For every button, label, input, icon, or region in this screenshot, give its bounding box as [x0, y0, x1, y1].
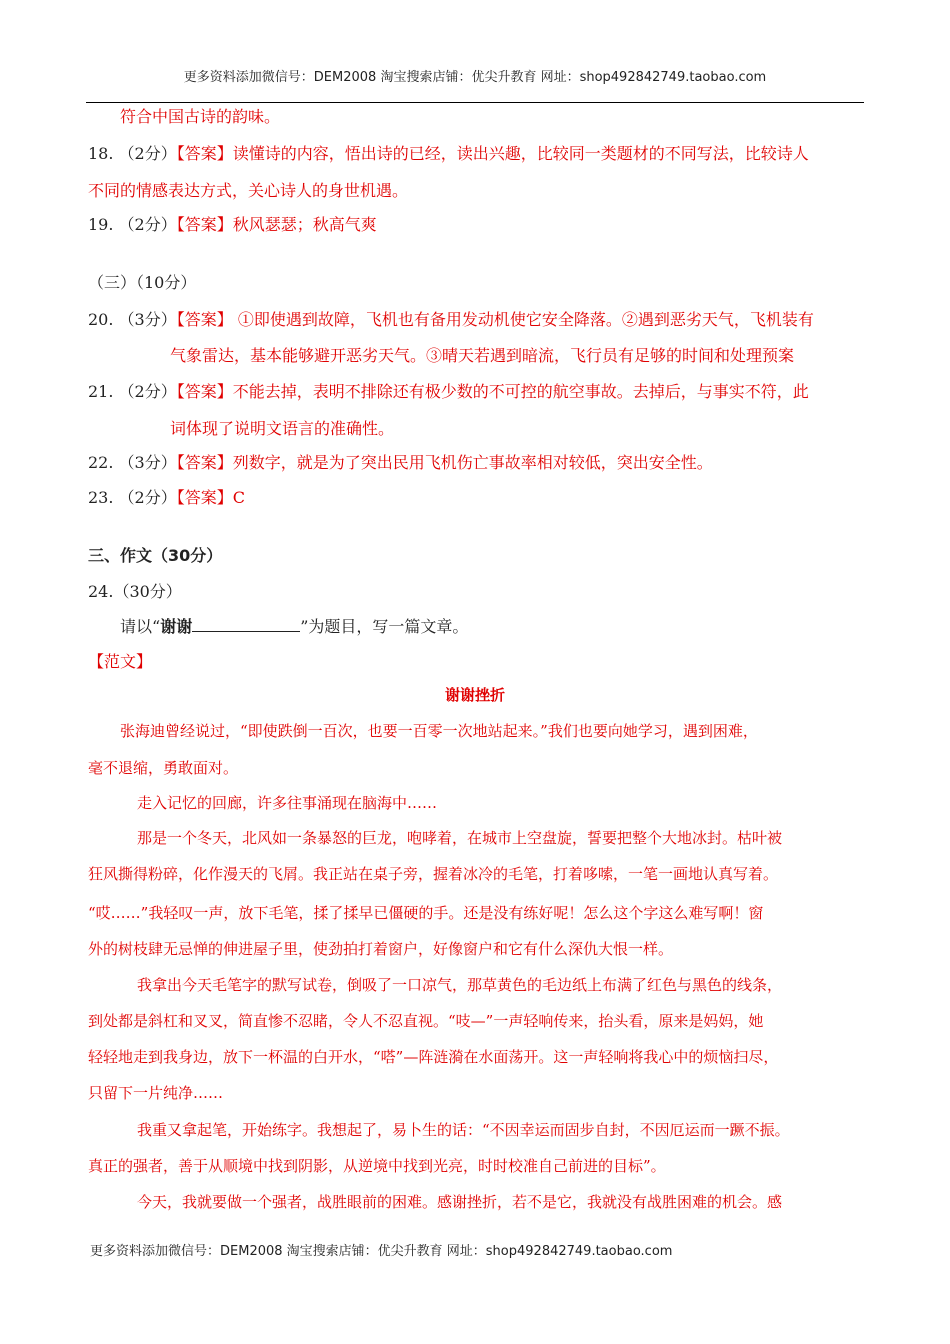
essay-line: “哎……”我轻叹一声，放下毛笔，揉了揉早已僵硬的手。还是没有练好呢！怎么这个字这么难写啊！窗	[88, 904, 764, 922]
q20-answer-line2: 气象雷达，基本能够避开恶劣天气。③晴天若遇到暗流，飞行员有足够的时间和处理预案	[170, 346, 795, 365]
q18-answer-line2: 不同的情感表达方式，关心诗人的身世机遇。	[88, 181, 409, 200]
essay-line: 我拿出今天毛笔字的默写试卷，倒吸了一口凉气，那草黄色的毛边纸上布满了红色与黑色的线条，	[137, 976, 783, 994]
essay-line: 轻轻地走到我身边，放下一杯温的白开水，“嗒”—阵涟漪在水面荡开。这一声轻响将我心中的烦恼扫尽，	[88, 1048, 779, 1066]
q21-answer	[88, 381, 809, 403]
essay-title: 谢谢挫折	[444, 686, 505, 704]
prompt-bold-title: 谢谢	[160, 617, 193, 636]
q24-number: 24.（30分）	[88, 582, 182, 601]
q17-answer-tail: 符合中国古诗的韵味。	[120, 107, 281, 126]
q20-score: （3分）	[118, 310, 177, 329]
essay-line: 今天，我就要做一个强者，战胜眼前的困难。感谢挫折，若不是它，我就没有战胜困难的机会。感	[137, 1193, 783, 1211]
q20-number: 20.	[88, 310, 114, 329]
q21-answer-text: 不能去掉，表明不排除还有极少数的不可控的航空事故。去掉后，与事实不符，此	[232, 382, 809, 401]
q19-answer-tag: 【答案】	[176, 215, 233, 234]
essay-line: 走入记忆的回廊，许多往事涌现在脑海中……	[137, 794, 438, 812]
q18-answer-tag: 【答案】	[176, 144, 233, 163]
q22-answer	[88, 452, 713, 474]
page-footer: 更多资料添加微信号：DEM2008 淘宝搜索店铺：优尖升教育 网址：shop492842749.taobao.com	[90, 1244, 673, 1259]
q22-number: 22.	[88, 453, 114, 472]
q21-answer-tag: 【答案】	[176, 382, 233, 401]
composition-prompt	[120, 616, 468, 638]
prompt-suffix: ”为题目，写一篇文章。	[300, 617, 469, 636]
q18-score: （2分）	[118, 144, 177, 163]
q19-answer-text: 秋风瑟瑟；秋高气爽	[232, 215, 377, 234]
q20-answer-tag: 【答案】	[176, 310, 233, 329]
header-divider	[86, 102, 864, 103]
section-3-title: （三）（10分）	[88, 273, 197, 292]
composition-section-title: 三、作文（30分）	[88, 546, 223, 565]
essay-line: 我重又拿起笔，开始练字。我想起了，易卜生的话：“不因幸运而固步自封，不因厄运而一蹶不振。	[137, 1121, 790, 1139]
prompt-blank-line	[192, 617, 300, 632]
sample-essay-tag: 【范文】	[88, 652, 153, 671]
q22-answer-text: 列数字，就是为了突出民用飞机伤亡事故率相对较低，突出安全性。	[232, 453, 713, 472]
q18-answer-text: 读懂诗的内容，悟出诗的已经，读出兴趣，比较同一类题材的不同写法，比较诗人	[232, 144, 809, 163]
q18-number: 18.	[88, 144, 114, 163]
essay-line: 真正的强者，善于从顺境中找到阴影，从逆境中找到光亮，时时校准自己前进的目标”。	[88, 1157, 666, 1175]
q19-score: （2分）	[118, 215, 177, 234]
essay-line: 到处都是斜杠和叉叉，简直惨不忍睹，令人不忍直视。“吱—”一声轻响传来，抬头看，原来是妈妈，她	[88, 1012, 764, 1030]
q21-answer-line2: 词体现了说明文语言的准确性。	[170, 419, 395, 438]
q20-answer-text: ①即使遇到故障，飞机也有备用发动机使它安全降落。②遇到恶劣天气，飞机装有	[232, 310, 814, 329]
q23-answer	[88, 487, 245, 509]
q22-answer-tag: 【答案】	[176, 453, 233, 472]
essay-line: 那是一个冬天，北风如一条暴怒的巨龙，咆哮着，在城市上空盘旋，誓要把整个大地冰封。枯叶被	[137, 829, 783, 847]
prompt-prefix: 请以“	[120, 617, 161, 636]
q20-answer	[88, 309, 814, 331]
q23-answer-tag: 【答案】	[176, 488, 233, 507]
page-header: 更多资料添加微信号：DEM2008 淘宝搜索店铺：优尖升教育 网址：shop492842749.taobao.com	[183, 70, 767, 85]
q18-answer	[88, 143, 809, 165]
q23-number: 23.	[88, 488, 114, 507]
q22-score: （3分）	[118, 453, 177, 472]
q21-score: （2分）	[118, 382, 177, 401]
essay-line: 狂风撕得粉碎，化作漫天的飞屑。我正站在桌子旁，握着冰冷的毛笔，打着哆嗦，一笔一画地认真写着。	[88, 865, 779, 883]
q19-number: 19.	[88, 215, 114, 234]
q19-answer	[88, 214, 377, 236]
essay-line: 只留下一片纯净……	[88, 1084, 224, 1102]
q23-score: （2分）	[118, 488, 177, 507]
essay-line: 张海迪曾经说过，“即使跌倒一百次，也要一百零一次地站起来。”我们也要向她学习，遇到困难，	[120, 722, 758, 740]
essay-line: 毫不退缩，勇敢面对。	[88, 759, 239, 777]
q21-number: 21.	[88, 382, 114, 401]
q23-answer-text: C	[232, 488, 245, 507]
essay-line: 外的树枝肆无忌惮的伸进屋子里，使劲拍打着窗户，好像窗户和它有什么深仇大恨一样。	[88, 940, 674, 958]
